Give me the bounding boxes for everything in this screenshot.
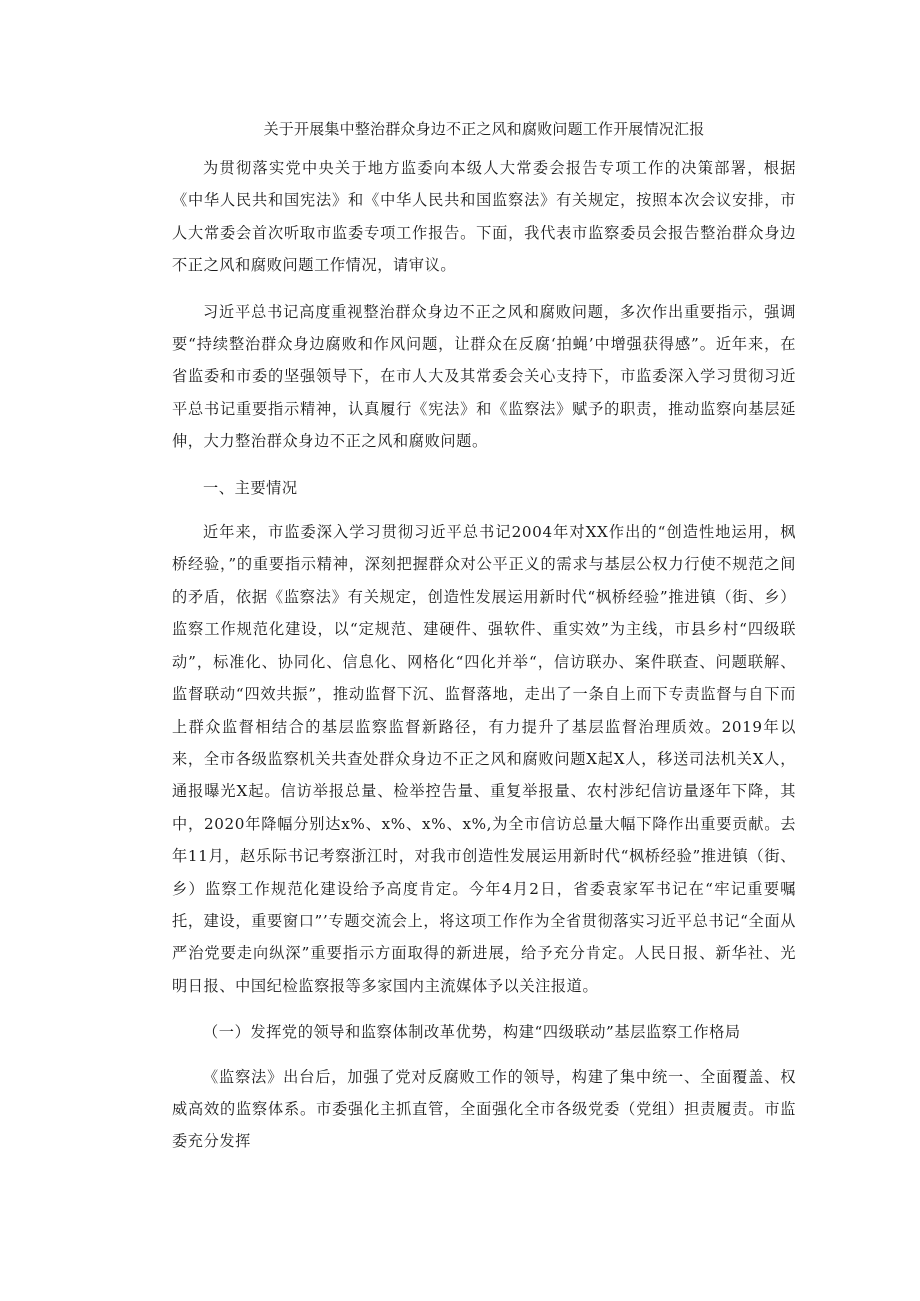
subsection-heading-four-level-linkage: （一）发挥党的领导和监察体制改革优势，构建“四级联动”基层监察工作格局	[203, 1023, 741, 1042]
intro-paragraph: 为贯彻落实党中央关于地方监委向本级人大常委会报告专项工作的决策部署，根据《中华人民共和国宪法》和《中华人民共和国监察法》有关规定，按照本次会议安排，市人大常委会首次听取市监委专项工作报告。下面，我代表市监察委员会报告整治群众身边不正之风和腐败问题工作情况，请审议。	[172, 159, 796, 275]
document-title: 关于开展集中整治群众身边不正之风和腐败问题工作开展情况汇报	[263, 120, 705, 138]
document-body	[172, 118, 796, 1172]
section-heading-main-situation: 一、主要情况	[203, 478, 298, 497]
main-situation-paragraph: 近年来，市监委深入学习贯彻习近平总书记2004年对XX作出的“创造性地运用，枫桥经验，”的重要指示精神，深刻把握群众对公平正义的需求与基层公权力行使不规范之间的矛盾，依据《监察法》有关规定，创造性发展运用新时代“枫桥经验”推进镇（街、乡）监察工作规范化建设，以“定规范、建硬件、强软件、重实效”为主线，市县乡村“四级联动”，标准化、协同化、信息化、网格化“四化并举“，信访联办、案件联查、问题联解、监督联动“四效共振”，推动监督下沉、监督落地，走出了一条自上而下专责监督与自下而上群众监督相结合的基层监察监督新路径，有力提升了基层监督治理质效。2019年以来，全市各级监察机关共查处群众身边不正之风和腐败问题X起X人，移送司法机关X人，通报曝光X起。信访举报总量、检举控告量、重复举报量、农村涉纪信访量逐年下降，其中，2020年降幅分别达x%、x%、x%、x%,为全市信访总量大幅下降作出重要贡献。去年11月，赵乐际书记考察浙江时，对我市创造性发展运用新时代“枫桥经验”推进镇（街、乡）监察工作规范化建设给予高度肯定。今年4月2日，省委袁家军书记在“牢记重要嘱托，建设，重要窗口”’专题交流会上，将这项工作作为全省贯彻落实习近平总书记“全面从严治党要走向纵深”重要指示方面取得的新进展，给予充分肯定。人民日报、新华社、光明日报、中国纪检监察报等多家国内主流媒体予以关注报道。	[172, 523, 796, 995]
background-paragraph: 习近平总书记高度重视整治群众身边不正之风和腐败问题，多次作出重要指示，强调要“持续整治群众身边腐败和作风问题，让群众在反腐‘拍蝇’中增强获得感”。近年来，在省监委和市委的坚强领导下，在市人大及其常委会关心支持下，市监委深入学习贯彻习近平总书记重要指示精神，认真履行《宪法》和《监察法》赋予的职责，推动监察向基层延伸，大力整治群众身边不正之风和腐败问题。	[172, 302, 796, 451]
supervision-law-paragraph: 《监察法》出台后，加强了党对反腐败工作的领导，构建了集中统一、全面覆盖、权威高效的监察体系。市委强化主抓直管，全面强化全市各级党委（党组）担责履责。市监委充分发挥	[172, 1067, 796, 1151]
